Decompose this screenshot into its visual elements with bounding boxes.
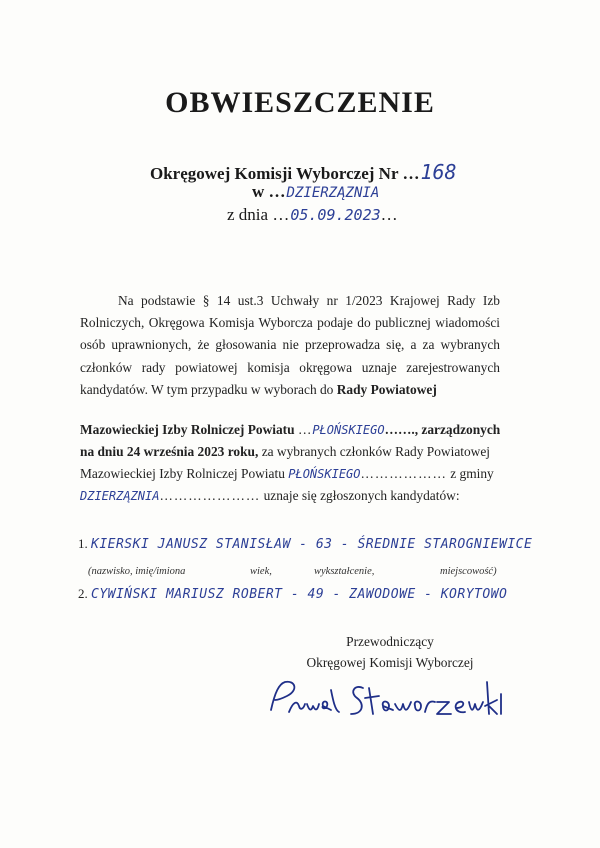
line-c-start: Mazowieckiej Izby Rolniczej Powiatu: [80, 466, 285, 481]
date-line: z dnia …05.09.2023…: [227, 205, 399, 224]
signature-name: Paweł Staworzewski: [265, 728, 274, 729]
county-2: PŁOŃSKIEGO: [288, 467, 361, 481]
candidate-number: 1.: [78, 536, 88, 551]
line-c-end: z gminy: [450, 466, 494, 481]
committee-line: Okręgowej Komisji Wyborczej Nr …168: [150, 160, 457, 184]
location-prefix: w: [252, 182, 265, 201]
body-paragraph-bold: Rady Powiatowej: [336, 381, 437, 397]
line-a-end: ……., zarządzonych: [384, 422, 501, 437]
committee-number: 168: [420, 160, 457, 184]
handwritten-signature: [265, 670, 505, 730]
signatory-role-1: Przewodniczący: [346, 634, 434, 649]
body-paragraph-text: Na podstawie § 14 ust.3 Uchwały nr 1/2023 Krajowej Rady Izb Rolniczych, Okręgowa Komisja Wyborcza podaje do publicznej wiadomości osób uprawnionych, że głosowania nie przeprowadza się, a za wybranych członków rady powiatowej komisja okręgowa uznaje zarejestrowanych kandydatów. W tym przypadku w wyborach do: [80, 293, 500, 397]
location-line: w …DZIERZĄZNIA: [252, 182, 380, 201]
date-value: 05.09.2023: [290, 206, 381, 224]
body-line-d: DZIERZĄZNIA………………… uznaje się zgłoszonych kandydatów:: [80, 488, 460, 503]
signatory-role-2: Okręgowej Komisji Wyborczej: [306, 655, 474, 670]
legend-age: wiek,: [250, 566, 272, 577]
county-1: PŁOŃSKIEGO: [312, 423, 385, 437]
candidate-number: 2.: [78, 586, 88, 601]
body-line-c: Mazowieckiej Izby Rolniczej Powiatu PŁOŃSKIEGO……………… z gminy: [80, 466, 494, 481]
candidate-entry: KIERSKI JANUSZ STANISŁAW - 63 - ŚREDNIE STAROGNIEWICE: [91, 537, 533, 552]
date-prefix: z dnia: [227, 205, 269, 224]
candidate-entry: CYWIŃSKI MARIUSZ ROBERT - 49 - ZAWODOWE - KORYTOWO: [91, 587, 508, 602]
line-a-bold: Mazowieckiej Izby Rolniczej Powiatu: [80, 422, 295, 437]
line-d-end: uznaje się zgłoszonych kandydatów:: [263, 488, 460, 503]
line-b-end: za wybranych członków Rady Powiatowej: [261, 444, 491, 459]
body-line-b: [80, 444, 490, 460]
body-paragraph: [80, 290, 500, 401]
document-title: OBWIESZCZENIE: [165, 86, 435, 119]
legend-education: wykształcenie,: [314, 566, 375, 577]
legend-place: miejscowość): [440, 566, 497, 577]
line-b-bold: na dniu 24 września 2023 roku,: [80, 444, 259, 459]
candidate-row-2: [78, 586, 507, 602]
committee-label: Okręgowej Komisji Wyborczej Nr: [150, 164, 399, 183]
gmina-value: DZIERZĄZNIA: [80, 489, 160, 503]
legend-name: (nazwisko, imię/imiona: [88, 566, 186, 577]
location-value: DZIERZĄZNIA: [286, 185, 380, 201]
candidate-row-1: [78, 536, 532, 552]
body-line-a: Mazowieckiej Izby Rolniczej Powiatu …PŁOŃSKIEGO……., zarządzonych: [80, 422, 501, 437]
